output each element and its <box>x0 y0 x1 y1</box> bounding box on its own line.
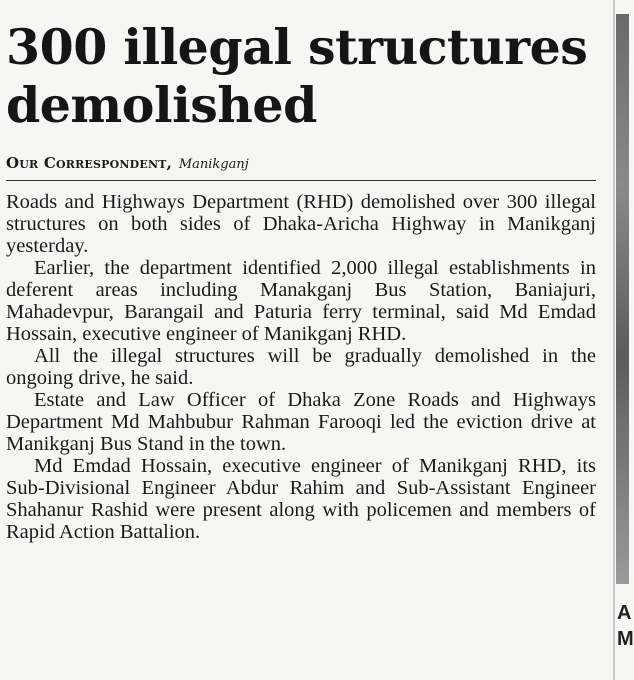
paragraph-5: Md Emdad Hossain, executive engineer of Manikganj RHD, its Sub-Divisional Engineer Abdur Rahim and Sub-Assistant Engineer Shahanur Rashid were present along with policemen and members of Rapid Action Battalion. <box>6 455 596 543</box>
headline-line-2: demolished <box>6 76 317 134</box>
paragraph-4: Estate and Law Officer of Dhaka Zone Roads and Highways Department Md Mahbubur Rahman Farooqi led the eviction drive at Manikganj Bus Stand in the town. <box>6 389 596 455</box>
adjacent-column-text <box>617 600 634 652</box>
adjacent-text-line-2: M <box>617 628 634 650</box>
byline <box>6 154 596 181</box>
paragraph-2: Earlier, the department identified 2,000 illegal establishments in deferent areas including Manakganj Bus Station, Baniajuri, Mahadevpur, Barangail and Paturia ferry terminal, said Md Emdad Hossain, executive engineer of Manikganj RHD. <box>6 257 596 345</box>
news-article <box>6 18 596 543</box>
adjacent-text-line-1: A <box>617 602 632 624</box>
headline-line-1: 300 illegal structures <box>6 18 588 76</box>
headline <box>6 18 596 134</box>
column-divider <box>613 0 615 680</box>
adjacent-photo-fragment <box>616 14 629 584</box>
byline-location: Manikganj <box>178 157 249 172</box>
paragraph-1: Roads and Highways Department (RHD) demolished over 300 illegal structures on both sides of Dhaka-Aricha Highway in Manikganj yesterday. <box>6 191 596 257</box>
paragraph-3: All the illegal structures will be gradually demolished in the ongoing drive, he said. <box>6 345 596 389</box>
byline-author: Our Correspondent, <box>6 154 173 172</box>
article-body <box>6 191 596 543</box>
